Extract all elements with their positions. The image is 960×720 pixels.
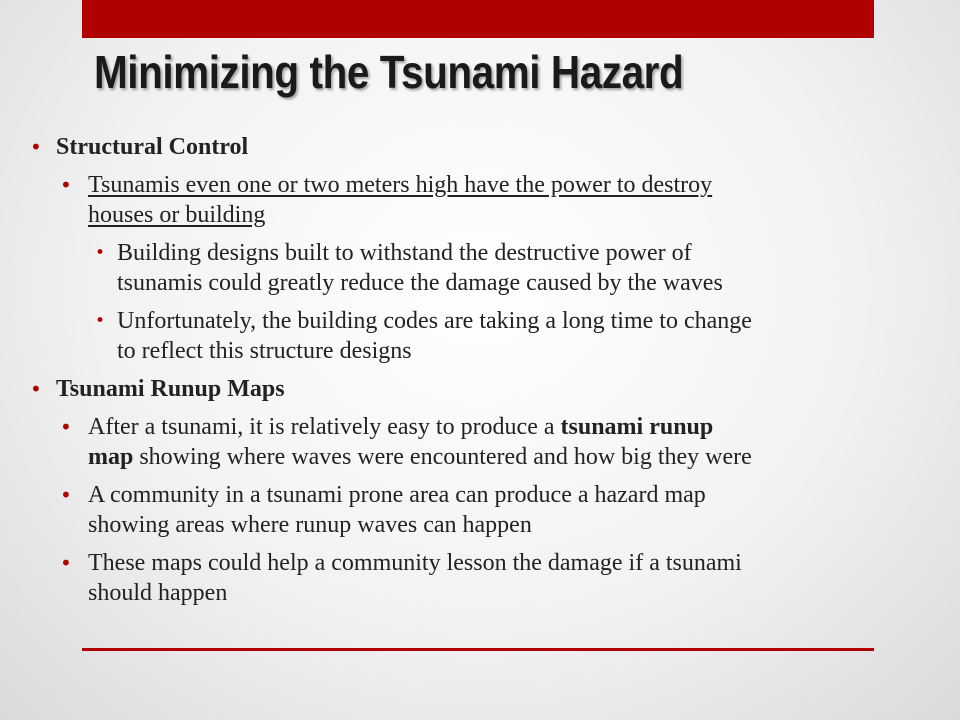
- bullet-item-lessen-damage: [0, 548, 960, 608]
- item-line: [88, 412, 960, 442]
- item-line: to reflect this structure designs: [117, 338, 412, 364]
- bullet-item-after-tsunami: [0, 412, 960, 472]
- bullet-icon: •: [60, 483, 72, 507]
- item-bold-text: map: [88, 444, 134, 470]
- bullet-item-tsunami-runup-maps: [0, 374, 960, 404]
- bullet-item-hazard-map: [0, 480, 960, 540]
- bottom-accent-line: [82, 648, 874, 651]
- item-line: Tsunami Runup Maps: [56, 376, 285, 402]
- item-line: should happen: [88, 580, 228, 606]
- item-line: Tsunamis even one or two meters high have the power to destroy: [88, 172, 713, 198]
- top-accent-bar: [82, 0, 874, 38]
- bullet-icon: •: [60, 551, 72, 575]
- bullet-item-tsunami-power: [0, 170, 960, 230]
- item-line: Unfortunately, the building codes are taking a long time to change: [117, 308, 752, 334]
- slide-title: Minimizing the Tsunami Hazard: [94, 46, 684, 98]
- slide-body: [0, 132, 960, 616]
- bullet-icon: •: [95, 311, 106, 331]
- bullet-item-building-designs: [0, 238, 960, 298]
- bullet-icon: •: [30, 377, 42, 401]
- item-text: After a tsunami, it is relatively easy to produce a: [88, 414, 561, 440]
- item-line: houses or building: [88, 202, 266, 228]
- bullet-icon: •: [60, 415, 72, 439]
- item-line: These maps could help a community lesson the damage if a tsunami: [88, 550, 742, 576]
- bullet-item-building-codes: [0, 306, 960, 366]
- bullet-item-structural-control: [0, 132, 960, 162]
- item-line: showing areas where runup waves can happen: [88, 512, 532, 538]
- item-line: A community in a tsunami prone area can produce a hazard map: [88, 482, 706, 508]
- item-bold-text: tsunami runup: [560, 414, 714, 440]
- item-line: tsunamis could greatly reduce the damage caused by the waves: [117, 270, 723, 296]
- item-line: Structural Control: [56, 134, 249, 160]
- item-line: Building designs built to withstand the destructive power of: [117, 240, 692, 266]
- bullet-icon: •: [60, 173, 72, 197]
- item-line: [88, 442, 960, 472]
- bullet-icon: •: [95, 243, 106, 263]
- bullet-icon: •: [30, 135, 42, 159]
- item-text: showing where waves were encountered and how big they were: [133, 444, 752, 470]
